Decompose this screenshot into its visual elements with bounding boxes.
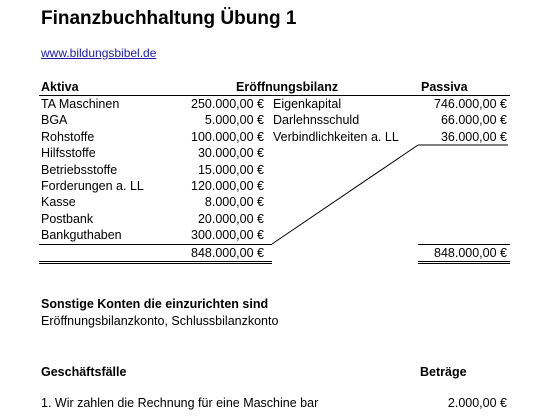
passiva-value-eigenkapital: 746.000,00 € (434, 97, 507, 111)
amounts-header: Beträge (420, 365, 467, 379)
passiva-double-line-1 (418, 261, 510, 262)
passiva-total: 848.000,00 € (434, 246, 507, 260)
passiva-double-line-2 (418, 263, 510, 264)
aktiva-double-line-2 (39, 263, 272, 264)
aktiva-value-rohstoffe: 100.000,00 € (191, 129, 264, 144)
accounts-title: Sonstige Konten die einzurichten sind (41, 297, 269, 311)
aktiva-label-bga: BGA (41, 113, 68, 128)
aktiva-label-betriebsstoffe: Betriebsstoffe (41, 162, 118, 177)
header-passiva: Passiva (421, 80, 468, 94)
passiva-label-verbindlichkeiten: Verbindlichkeiten a. LL (273, 129, 399, 144)
case-item-1-text: 1. Wir zahlen die Rechnung für eine Maschine bar (41, 396, 319, 410)
aktiva-label-kasse: Kasse (41, 195, 76, 210)
aktiva-double-line-1 (39, 261, 272, 262)
case-item-1-amount: 2.000,00 € (447, 396, 507, 410)
aktiva-total: 848.000,00 € (191, 246, 264, 260)
aktiva-label-postbank: Postbank (41, 211, 94, 226)
aktiva-value-forderungen: 120.000,00 € (191, 179, 264, 194)
aktiva-value-hilfsstoffe: 30.000,00 € (197, 146, 264, 161)
aktiva-label-rohstoffe: Rohstoffe (41, 129, 95, 144)
aktiva-value-betriebsstoffe: 15.000,00 € (197, 162, 264, 177)
header-eroeffnungsbilanz: Eröffnungsbilanz (236, 80, 339, 94)
page-title: Finanzbuchhaltung Übung 1 (41, 8, 297, 29)
accounts-text: Eröffnungsbilanzkonto, Schlussbilanzkonto (41, 314, 279, 328)
aktiva-value-postbank: 20.000,00 € (197, 211, 264, 226)
passiva-label-eigenkapital: Eigenkapital (273, 97, 342, 111)
passiva-value-darlehnsschuld: 66.000,00 € (440, 113, 507, 128)
header-aktiva: Aktiva (41, 80, 79, 94)
aktiva-value-kasse: 8.000,00 € (204, 195, 264, 210)
passiva-value-verbindlichkeiten: 36.000,00 € (440, 129, 507, 144)
aktiva-value-bga: 5.000,00 € (204, 113, 264, 128)
website-link[interactable]: www.bildungsbibel.de (41, 46, 157, 60)
aktiva-label-hilfsstoffe: Hilfsstoffe (41, 146, 96, 161)
aktiva-value-ta-maschinen: 250.000,00 € (191, 97, 264, 111)
aktiva-label-forderungen: Forderungen a. LL (41, 179, 144, 194)
passiva-label-darlehnsschuld: Darlehnsschuld (273, 113, 360, 128)
aktiva-label-ta-maschinen: TA Maschinen (41, 97, 120, 111)
cases-header: Geschäftsfälle (41, 365, 127, 379)
aktiva-label-bankguthaben: Bankguthaben (41, 228, 122, 243)
aktiva-value-bankguthaben: 300.000,00 € (191, 228, 264, 243)
